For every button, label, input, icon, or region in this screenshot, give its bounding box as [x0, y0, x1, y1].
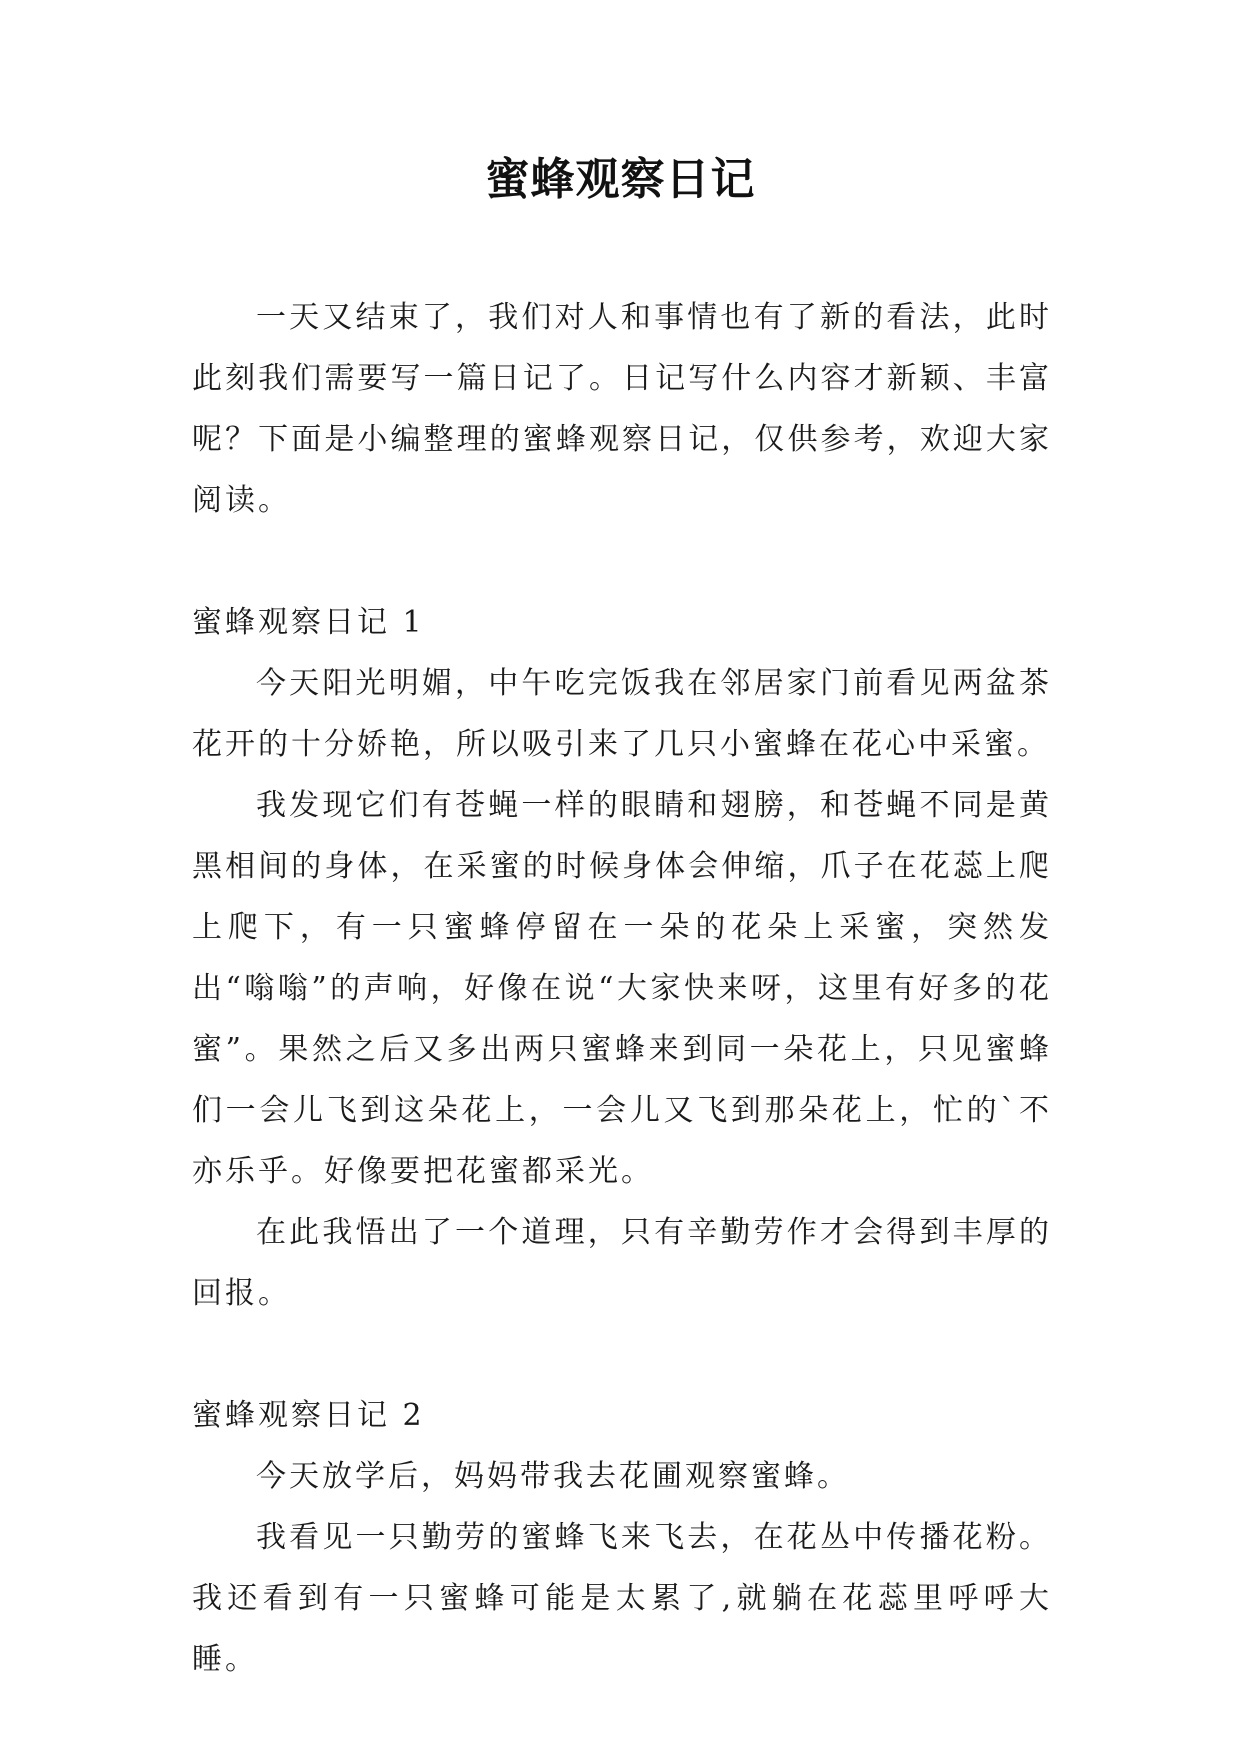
section-1-paragraph-2: 我发现它们有苍蝇一样的眼睛和翅膀，和苍蝇不同是黄黑相间的身体，在采蜜的时候身体会伸缩，爪子在花蕊上爬上爬下，有一只蜜蜂停留在一朵的花朵上采蜜，突然发出“嗡嗡”的声响，好像在说“大家快来呀，这里有好多的花蜜”。果然之后又多出两只蜜蜂来到同一朵花上，只见蜜蜂们一会儿飞到这朵花上，一会儿又飞到那朵花上，忙的`不亦乐乎。好像要把花蜜都采光。	[192, 788, 1052, 1189]
section-2-paragraph-2: 我看见一只勤劳的蜜蜂飞来飞去，在花丛中传播花粉。我还看到有一只蜜蜂可能是太累了,就躺在花蕊里呼呼大睡。	[192, 1520, 1052, 1677]
spacer	[192, 531, 1052, 592]
section-2-heading: 蜜蜂观察日记 2	[192, 1398, 425, 1433]
document-title: 蜜蜂观察日记	[485, 154, 756, 205]
section-2-paragraph-1: 今天放学后，妈妈带我去花圃观察蜜蜂。	[256, 1459, 850, 1494]
section-1-heading: 蜜蜂观察日记 1	[192, 605, 425, 640]
spacer	[192, 1324, 1052, 1385]
document-body	[192, 287, 1052, 1690]
section-1-paragraph-1: 今天阳光明媚，中午吃完饭我在邻居家门前看见两盆茶花开的十分娇艳，所以吸引来了几只小蜜蜂在花心中采蜜。	[192, 666, 1052, 762]
section-1-paragraph-3: 在此我悟出了一个道理，只有辛勤劳作才会得到丰厚的回报。	[192, 1215, 1052, 1311]
intro-paragraph: 一天又结束了，我们对人和事情也有了新的看法，此时此刻我们需要写一篇日记了。日记写什么内容才新颖、丰富呢？下面是小编整理的蜜蜂观察日记，仅供参考，欢迎大家阅读。	[192, 300, 1052, 518]
